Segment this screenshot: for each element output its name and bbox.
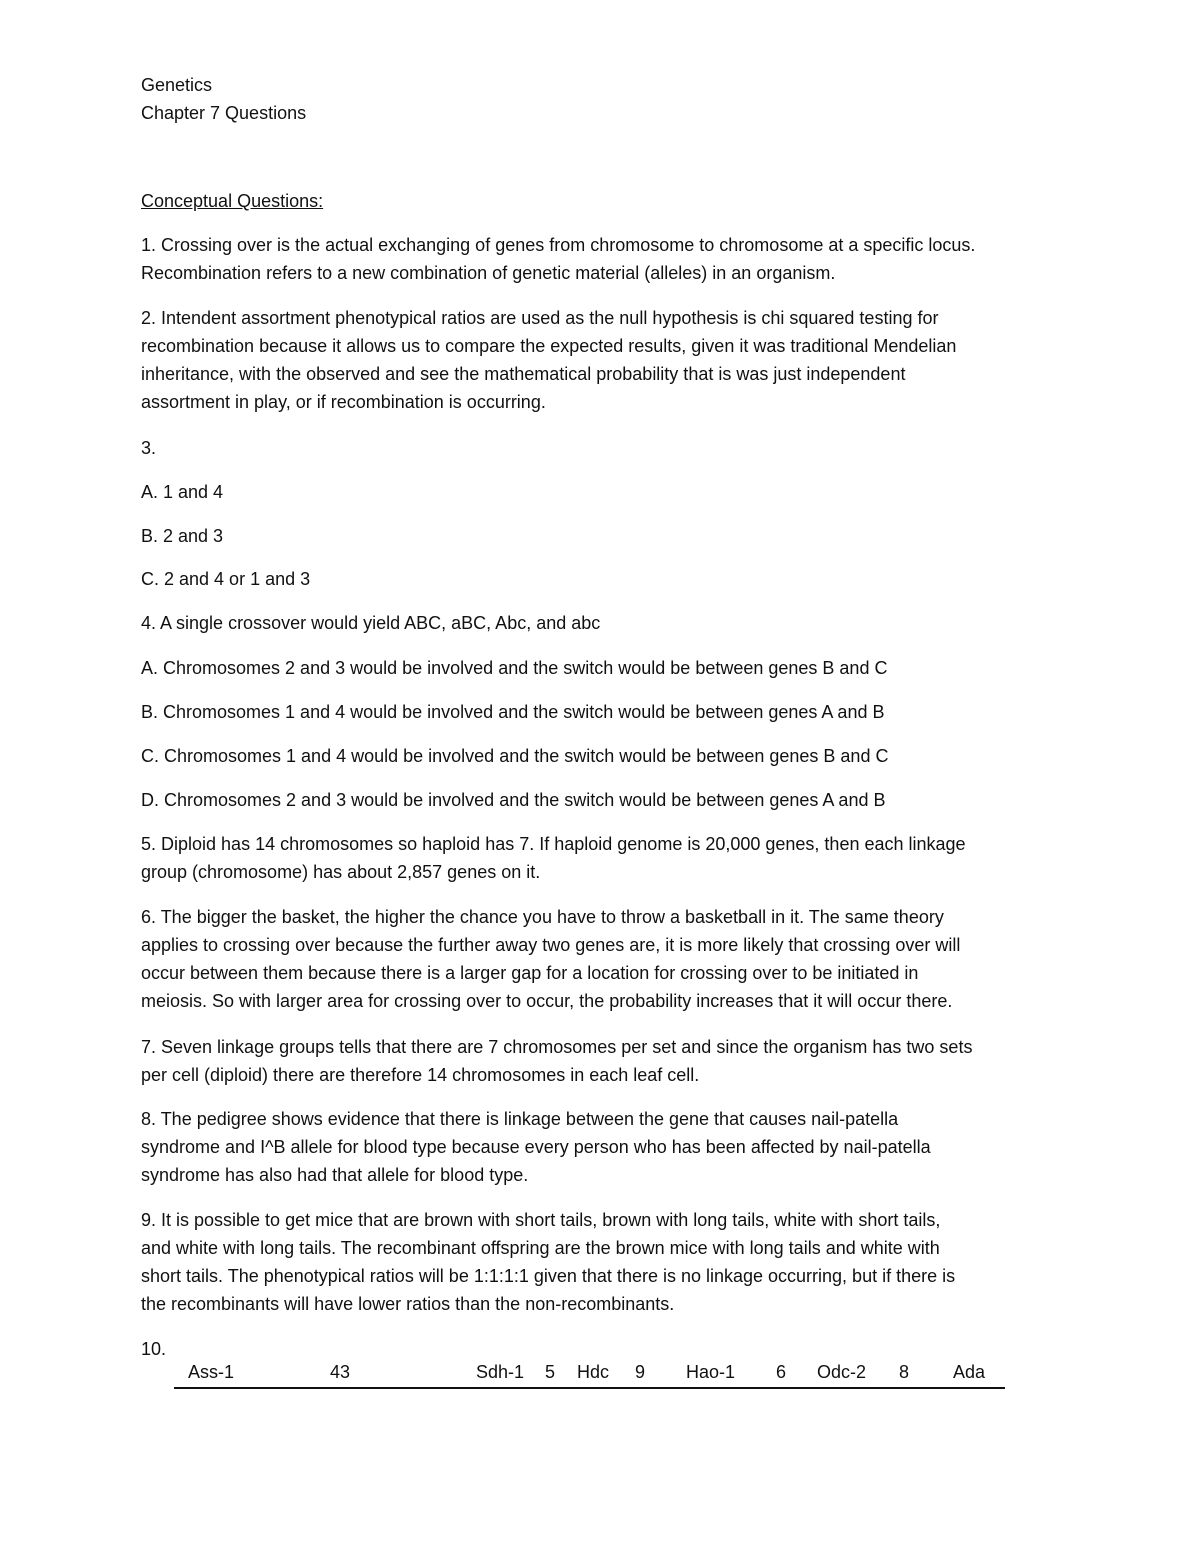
answer-1 [141,231,1061,287]
answer-8-line: syndrome and I^B allele for blood type because every person who has been affected by nail-patella [141,1137,931,1157]
answer-7 [141,1033,1061,1089]
answer-9-line: 9. It is possible to get mice that are brown with short tails, brown with long tails, white with short tails, [141,1210,941,1230]
answer-3b: B. 2 and 3 [141,526,224,546]
answer-6-line: 6. The bigger the basket, the higher the chance you have to throw a basketball in it. The same theory [141,907,944,927]
answer-1-line: 1. Crossing over is the actual exchanging of genes from chromosome to chromosome at a specific locus. [141,235,976,255]
gene-label: Odc-2 [817,1362,867,1382]
gene-distance: 6 [776,1362,787,1382]
gene-distance: 43 [330,1362,351,1382]
course-title: Genetics [141,75,213,95]
answer-4a: A. Chromosomes 2 and 3 would be involved and the switch would be between genes B and C [141,658,888,678]
answer-8 [141,1105,1061,1189]
answer-5-line: 5. Diploid has 14 chromosomes so haploid has 7. If haploid genome is 20,000 genes, then each linkage [141,834,966,854]
answer-2-line: 2. Intendent assortment phenotypical ratios are used as the null hypothesis is chi squared testing for [141,308,939,328]
answer-10: 10. [141,1339,167,1359]
answer-3c: C. 2 and 4 or 1 and 3 [141,569,311,589]
answer-9-line: the recombinants will have lower ratios than the non-recombinants. [141,1294,675,1314]
section-title: Conceptual Questions: [141,191,324,211]
answer-1-line: Recombination refers to a new combination of genetic material (alleles) in an organism. [141,263,836,283]
answer-6-line: meiosis. So with larger area for crossing over to occur, the probability increases that it will occur there. [141,991,953,1011]
answer-9 [141,1206,1061,1318]
answer-5 [141,830,1061,886]
answer-6-line: occur between them because there is a larger gap for a location for crossing over to be initiated in [141,963,919,983]
chapter-title: Chapter 7 Questions [141,103,307,123]
answer-9-line: short tails. The phenotypical ratios will be 1:1:1:1 given that there is no linkage occurring, but if there is [141,1266,956,1286]
gene-label: Sdh-1 [476,1362,525,1382]
answer-4: 4. A single crossover would yield ABC, aBC, Abc, and abc [141,613,601,633]
gene-label: Ada [953,1362,986,1382]
gene-label: Hao-1 [686,1362,736,1382]
gene-map-line [174,1387,1005,1389]
gene-label: Ass-1 [188,1362,235,1382]
answer-5-line: group (chromosome) has about 2,857 genes on it. [141,862,541,882]
answer-2-line: recombination because it allows us to compare the expected results, given it was traditional Mendelian [141,336,957,356]
answer-3: 3. [141,438,157,458]
gene-distance: 8 [899,1362,910,1382]
answer-6 [141,903,1061,1015]
gene-distance: 9 [635,1362,646,1382]
answer-2-line: inheritance, with the observed and see the mathematical probability that is was just independent [141,364,906,384]
answer-4d: D. Chromosomes 2 and 3 would be involved and the switch would be between genes A and B [141,790,886,810]
gene-label: Hdc [577,1362,610,1382]
answer-7-line: 7. Seven linkage groups tells that there are 7 chromosomes per set and since the organism has two sets [141,1037,973,1057]
answer-8-line: 8. The pedigree shows evidence that there is linkage between the gene that causes nail-patella [141,1109,899,1129]
answer-2-line: assortment in play, or if recombination is occurring. [141,392,546,412]
answer-2 [141,304,1061,416]
answer-8-line: syndrome has also had that allele for blood type. [141,1165,529,1185]
answer-9-line: and white with long tails. The recombinant offspring are the brown mice with long tails and white with [141,1238,940,1258]
gene-distance: 5 [545,1362,556,1382]
answer-6-line: applies to crossing over because the further away two genes are, it is more likely that crossing over will [141,935,961,955]
answer-7-line: per cell (diploid) there are therefore 14 chromosomes in each leaf cell. [141,1065,700,1085]
answer-4c: C. Chromosomes 1 and 4 would be involved and the switch would be between genes B and C [141,746,889,766]
answer-4b: B. Chromosomes 1 and 4 would be involved and the switch would be between genes A and B [141,702,885,722]
answer-3a: A. 1 and 4 [141,482,224,502]
